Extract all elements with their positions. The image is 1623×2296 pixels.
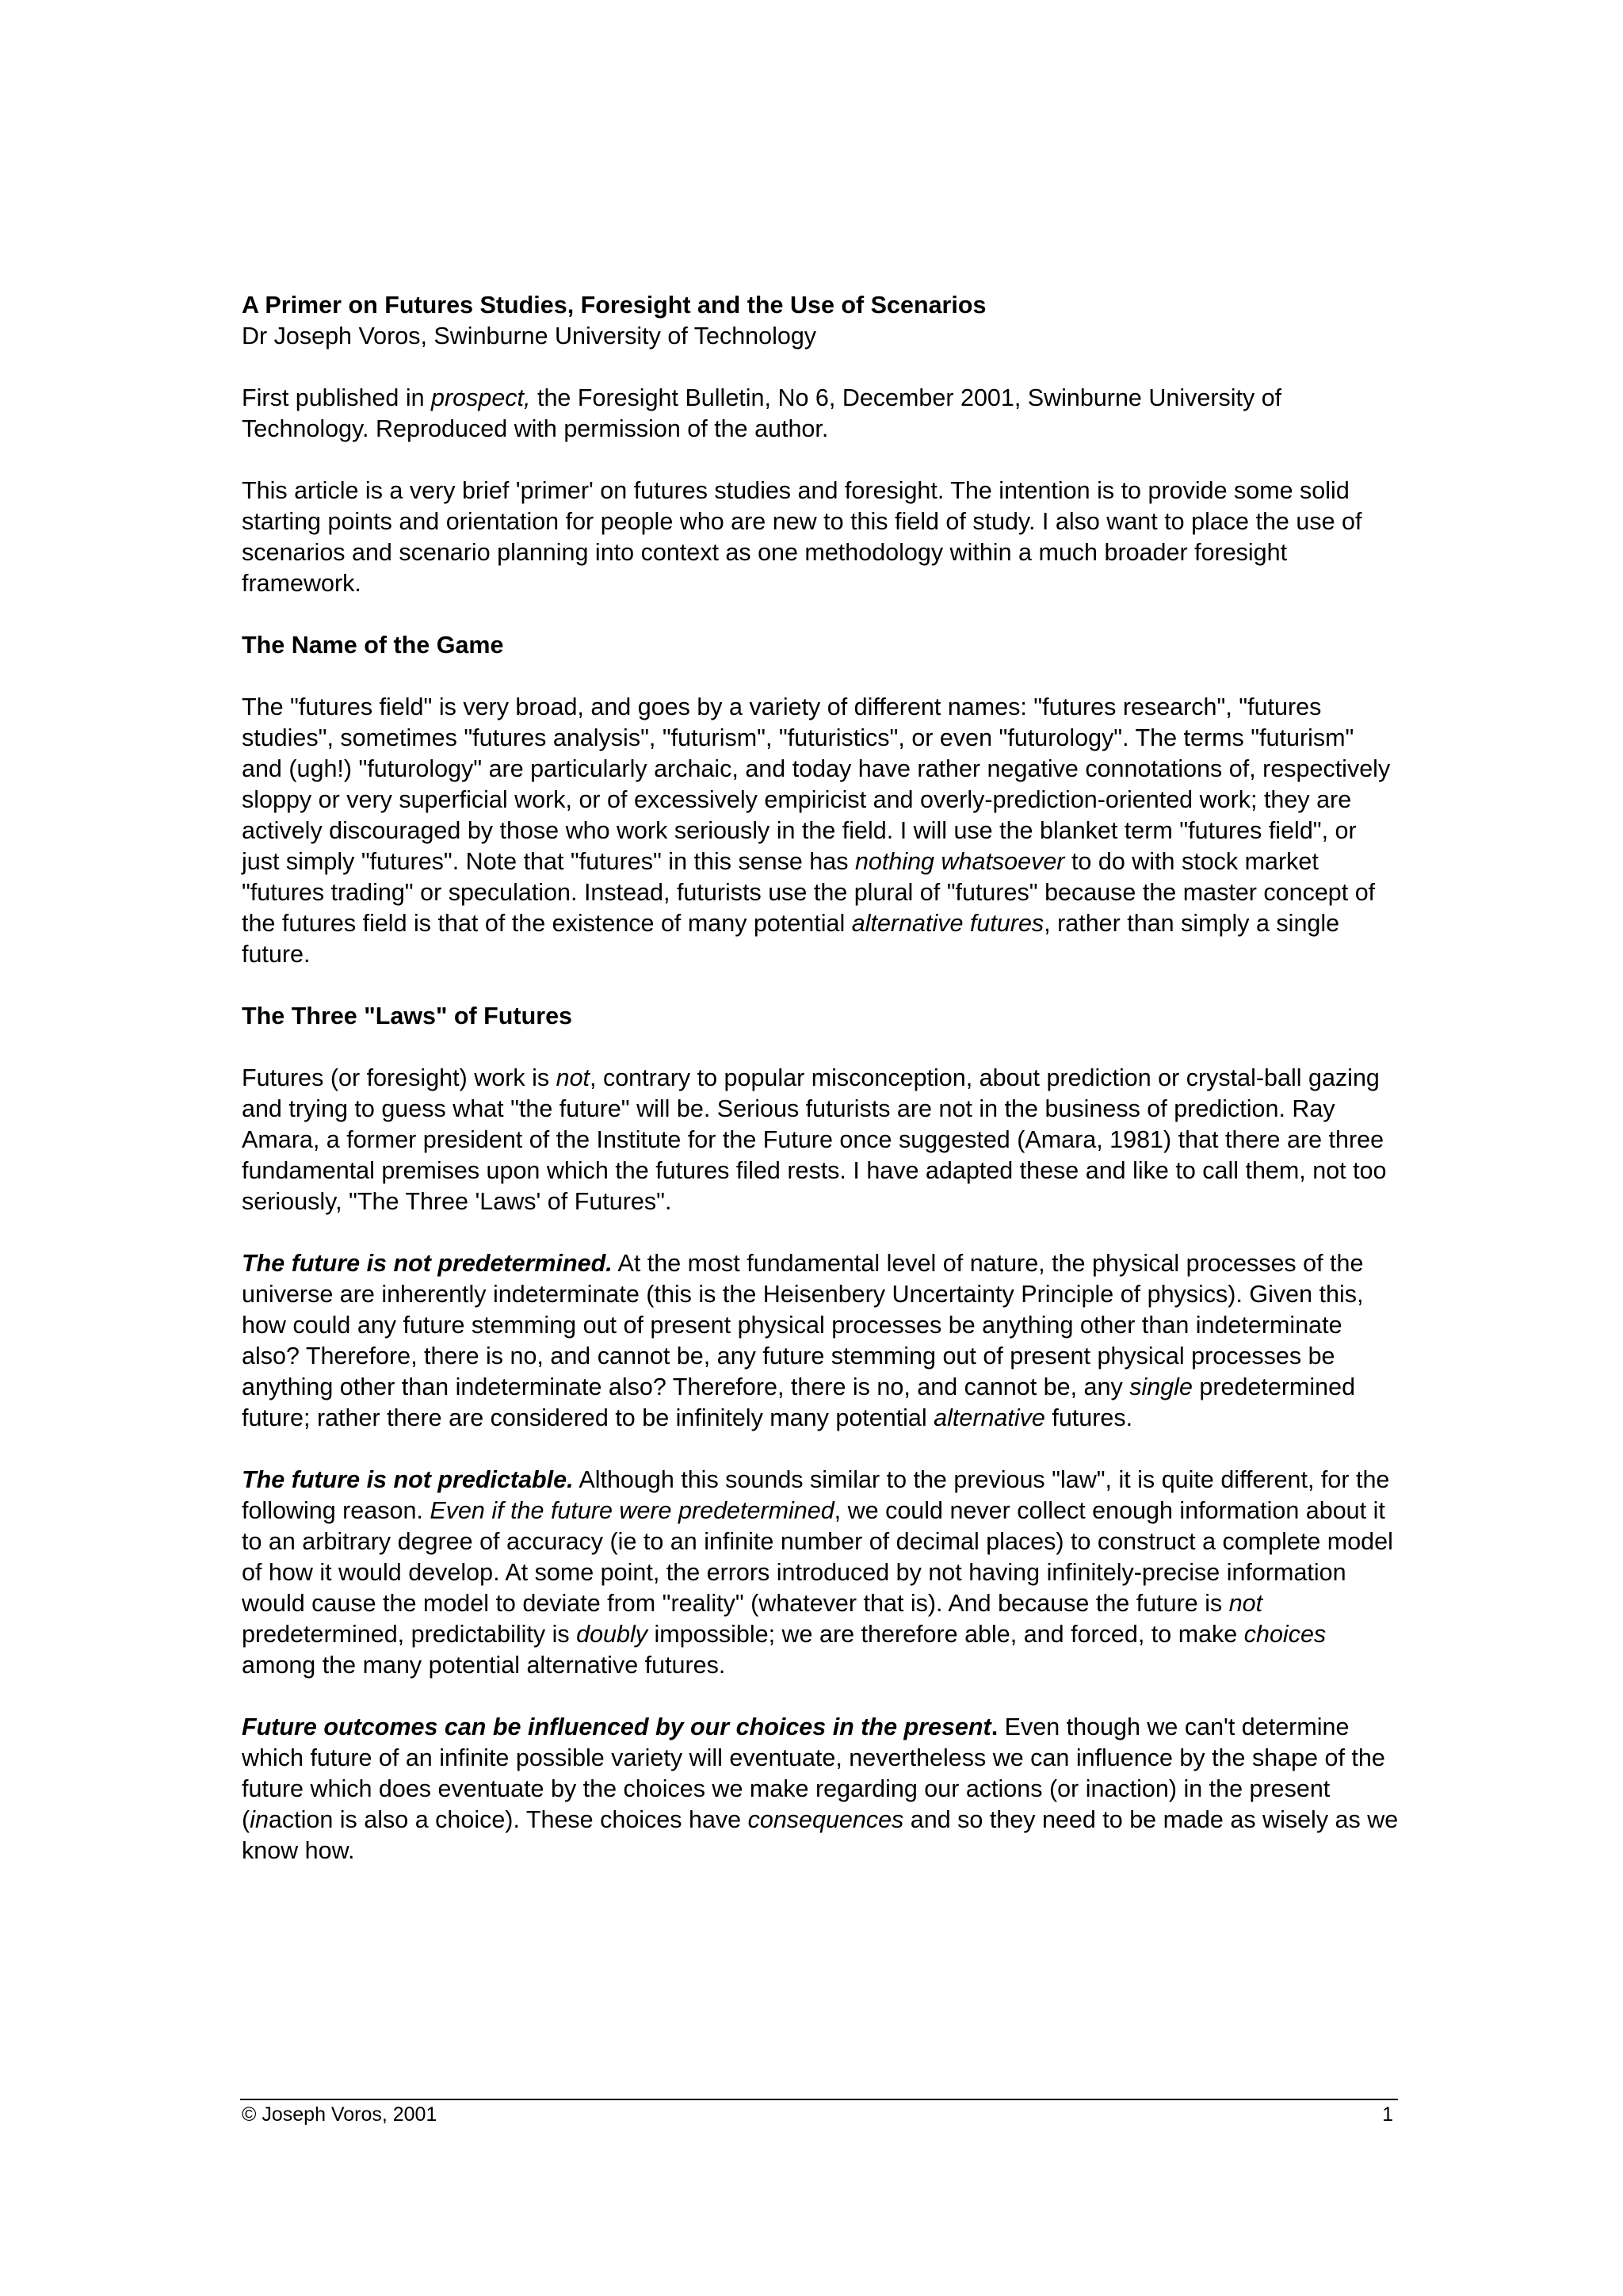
text-run: The "futures field" is very broad, and goes by a variety of different names: "futures research", "futures studies", sometimes "futures analysis", "futurism", "futuristics", or even "futurology". The terms "futurism" and (ugh!) "futurology" are particularly archaic, and today have rather negative connotations of, respectively sloppy or very superficial work, or of excessively empiricist and overly-prediction-oriented work; they are actively discouraged by those who work seriously in the field. I will use the blanket term "futures field", or just simply "futures". Note that "futures" in this sense has bbox=[242, 693, 1391, 875]
paragraph-law-not-predictable bbox=[242, 1465, 1399, 1681]
text-run: action is also a choice). These choices have bbox=[268, 1806, 748, 1833]
law-lead: Future outcomes can be influenced by our choices in the present bbox=[242, 1713, 991, 1740]
text-run: Although this sounds similar to the previous "law", it is quite different, for the following reason. bbox=[242, 1466, 1390, 1524]
text-run: predetermined, predictability is bbox=[242, 1621, 577, 1648]
bold-run: . bbox=[991, 1713, 999, 1740]
law-lead: The future is not predictable. bbox=[242, 1466, 574, 1493]
text-run: , we could never collect enough information about it to an arbitrary degree of accuracy (ie to an infinite number of decimal places) to construct a complete model of how it would develop. At some point, the errors introduced by not having infinitely-precise information would cause the model to deviate from "reality" (whatever that is). And because the future is bbox=[242, 1497, 1393, 1617]
publication-journal: prospect, bbox=[431, 384, 531, 411]
footer-divider bbox=[240, 2099, 1398, 2100]
emphasis-run: nothing whatsoever bbox=[854, 848, 1065, 875]
publication-prefix: First published in bbox=[242, 384, 432, 411]
emphasis-run: in bbox=[250, 1806, 269, 1833]
emphasis-run: doubly bbox=[576, 1621, 648, 1648]
emphasis-run: not bbox=[1228, 1590, 1263, 1617]
emphasis-run: single bbox=[1129, 1373, 1193, 1400]
publication-note bbox=[242, 383, 1399, 445]
text-run: predetermined future; rather there are considered to be infinitely many potential bbox=[242, 1373, 1356, 1431]
text-run: impossible; we are therefore able, and forced, to make bbox=[647, 1621, 1244, 1648]
article-title: A Primer on Futures Studies, Foresight and the Use of Scenarios bbox=[242, 292, 987, 319]
paragraph-law-not-predetermined bbox=[242, 1248, 1399, 1434]
intro-paragraph: This article is a very brief 'primer' on futures studies and foresight. The intention is to provide some solid starting points and orientation for people who are new to this field of study. I also want to place the use of scenarios and scenario planning into context as one methodology within a much broader foresight framework. bbox=[242, 477, 1362, 597]
paragraph-futures-field bbox=[242, 692, 1399, 970]
emphasis-run: alternative bbox=[934, 1404, 1045, 1431]
publication-rest: the Foresight Bulletin, No 6, December 2001, Swinburne University of Technology. Reproduced with permission of the author. bbox=[242, 384, 1282, 442]
page-number: 1 bbox=[1382, 2103, 1393, 2126]
footer-copyright: © Joseph Voros, 2001 bbox=[242, 2103, 437, 2126]
article-author: Dr Joseph Voros, Swinburne University of Technology bbox=[242, 323, 817, 350]
text-run: , rather than simply a single future. bbox=[242, 910, 1340, 968]
paragraph-not-prediction bbox=[242, 1063, 1399, 1217]
text-run: and so they need to be made as wisely as we know how. bbox=[242, 1806, 1399, 1864]
emphasis-run: consequences bbox=[747, 1806, 904, 1833]
article-body bbox=[242, 290, 1399, 1866]
text-run: among the many potential alternative futures. bbox=[242, 1652, 726, 1679]
law-lead: The future is not predetermined. bbox=[242, 1250, 613, 1277]
paragraph-law-choices bbox=[242, 1712, 1399, 1866]
text-run: to do with stock market "futures trading" or speculation. Instead, futurists use the plural of "futures" because the master concept of the futures field is that of the existence of many potential bbox=[242, 848, 1376, 937]
text-run: Even though we can't determine which future of an infinite possible variety will eventuate, nevertheless we can influence by the shape of the future which does eventuate by the choices we make regarding our actions (or inaction) in the present ( bbox=[242, 1713, 1385, 1833]
section-heading-three-laws: The Three "Laws" of Futures bbox=[242, 1003, 573, 1030]
emphasis-run: not bbox=[556, 1064, 590, 1091]
emphasis-run: choices bbox=[1243, 1621, 1327, 1648]
text-run: , contrary to popular misconception, about prediction or crystal-ball gazing and trying to guess what "the future" will be. Serious futurists are not in the business of prediction. Ray Amara, a former president of the Institute for the Future once suggested (Amara, 1981) that there are three fundamental premises upon which the futures filed rests. I have adapted these and like to call them, not too seriously, "The Three 'Laws' of Futures". bbox=[242, 1064, 1387, 1215]
section-heading-name-of-game: The Name of the Game bbox=[242, 632, 504, 659]
text-run: Futures (or foresight) work is bbox=[242, 1064, 556, 1091]
text-run: At the most fundamental level of nature, the physical processes of the universe are inherently indeterminate (this is the Heisenbery Uncertainty Principle of physics). Given this, how could any future stemming out of present physical processes be anything other than indeterminate also? Therefore, there is no, and cannot be, any future stemming out of present physical processes be anything other than indeterminate also? Therefore, there is no, and cannot be, any bbox=[242, 1250, 1364, 1400]
emphasis-run: Even if the future were predetermined bbox=[430, 1497, 834, 1524]
text-run: futures. bbox=[1044, 1404, 1133, 1431]
emphasis-run: alternative futures bbox=[851, 910, 1044, 937]
